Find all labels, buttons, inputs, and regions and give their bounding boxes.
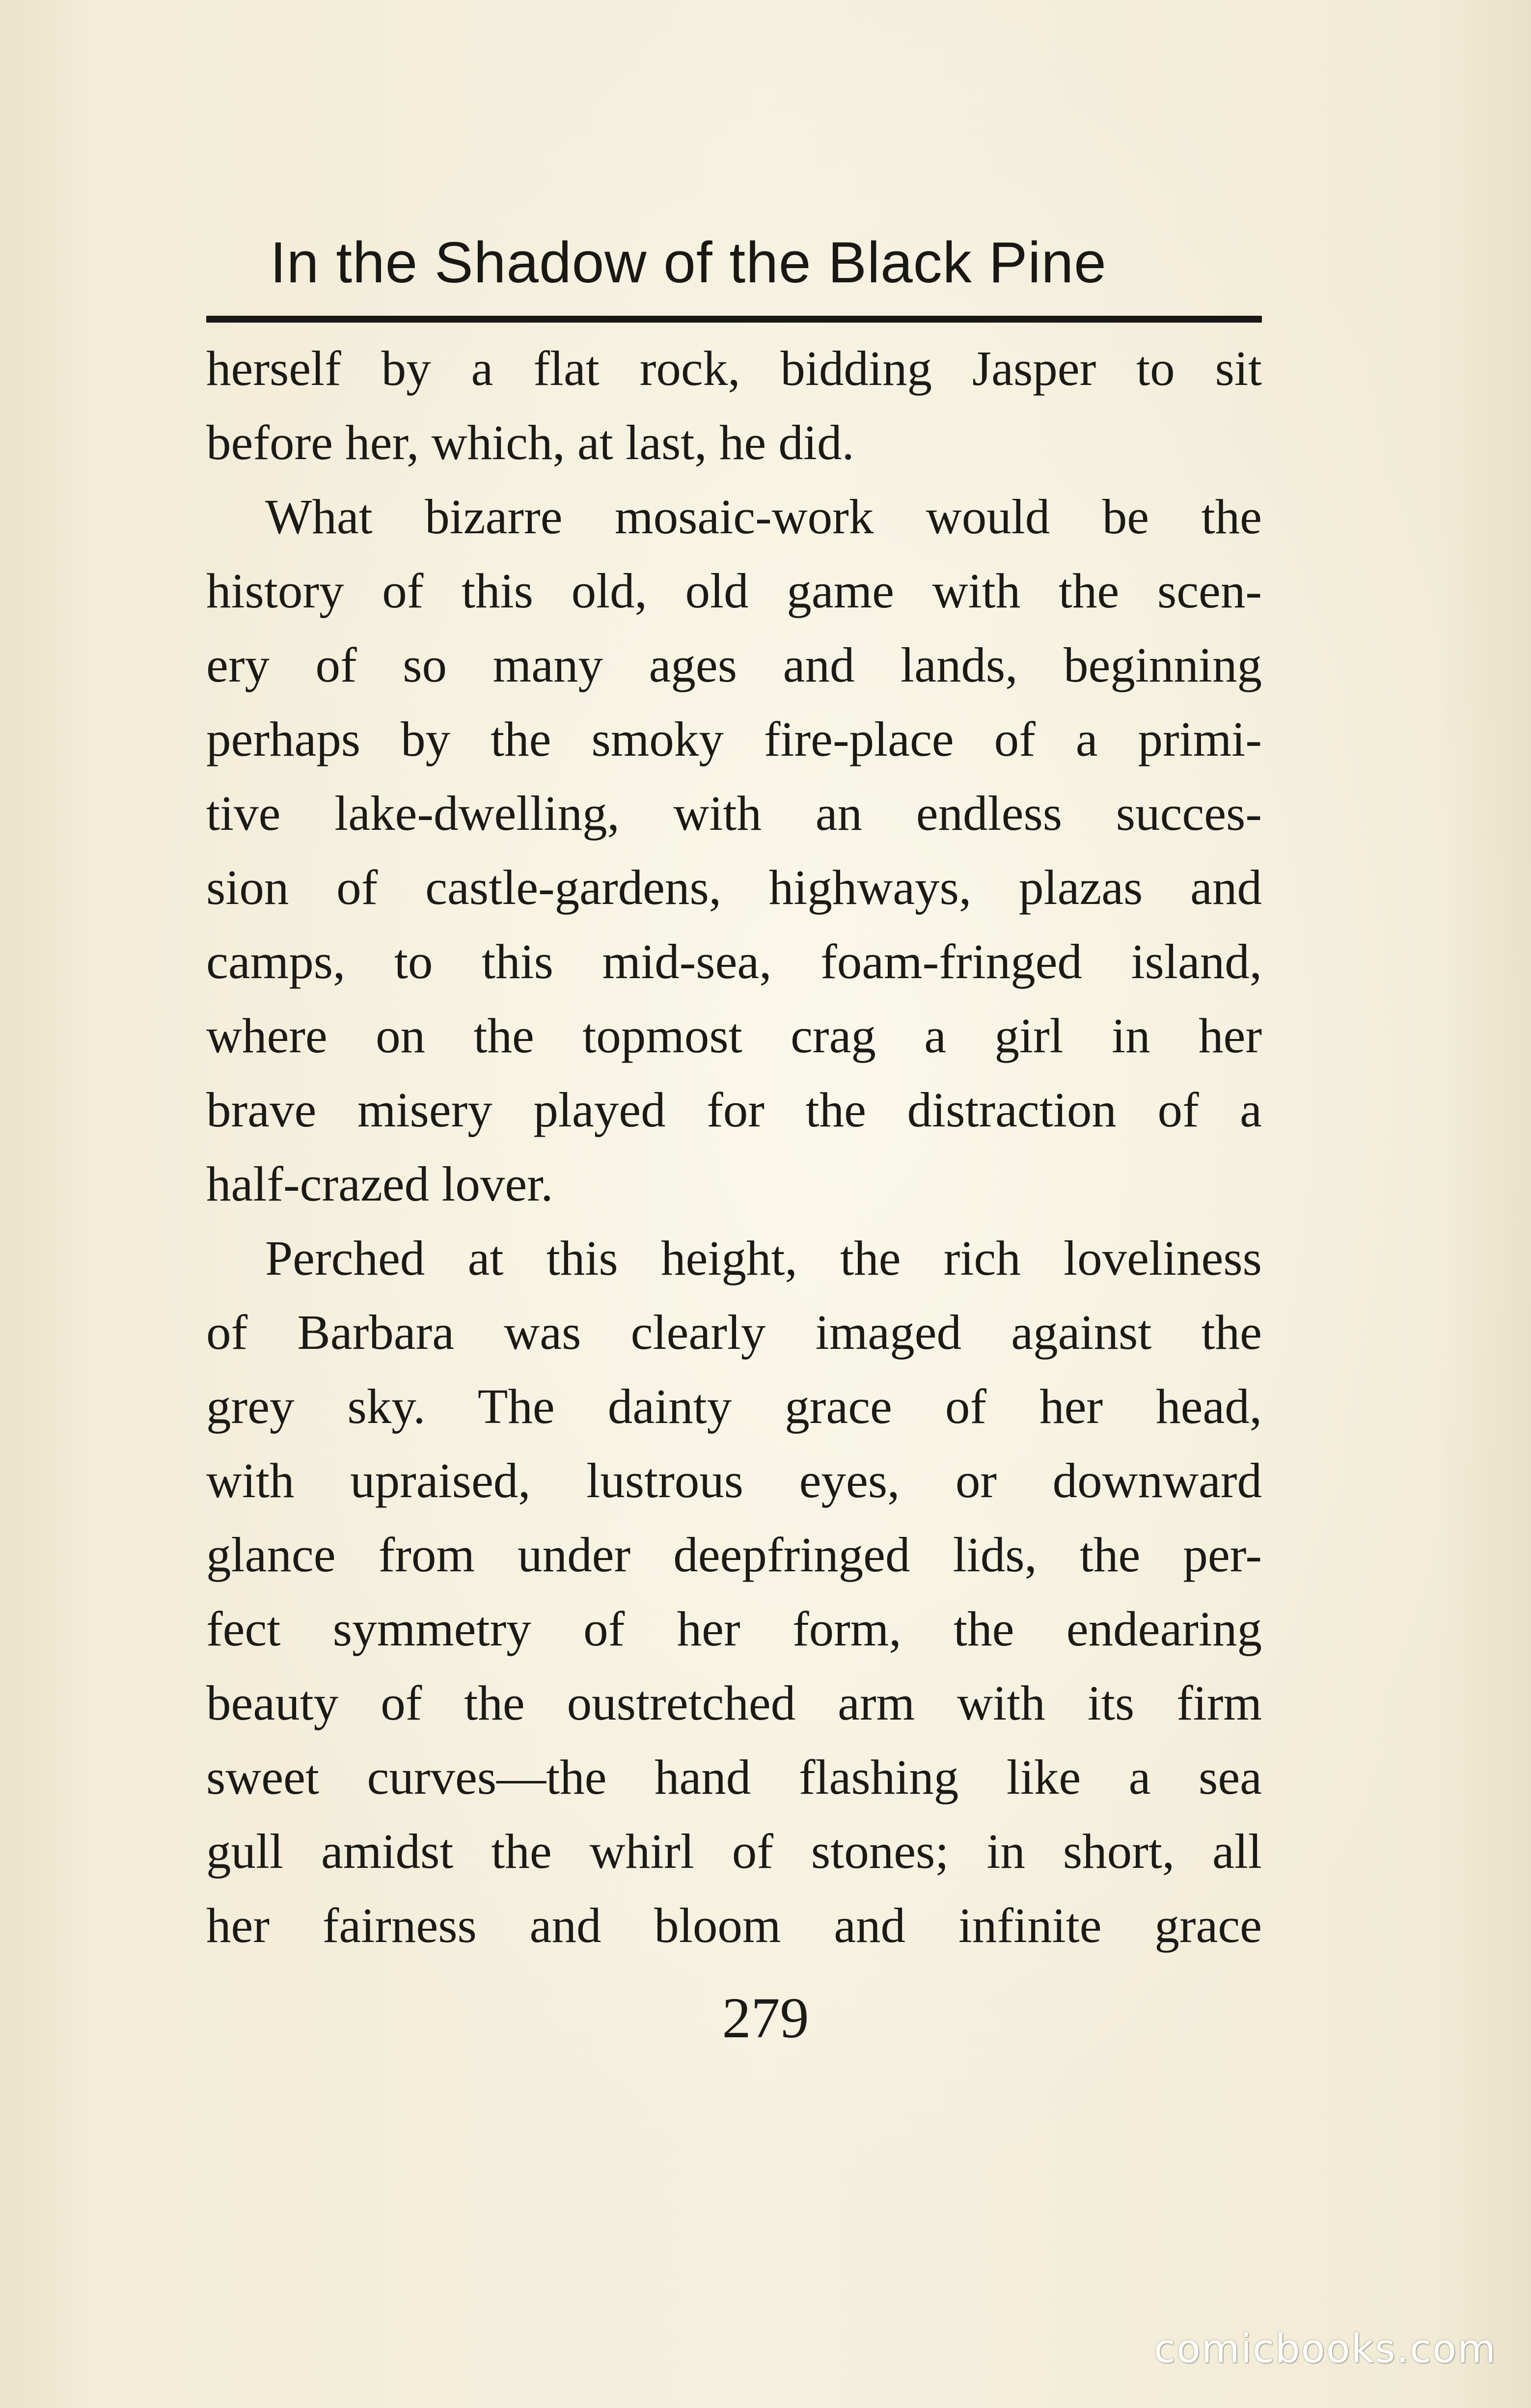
- text-line: her fairness and bloom and infinite grace: [206, 1898, 1262, 1953]
- running-header: [206, 223, 1262, 312]
- text-line: half-crazed lover.: [206, 1156, 553, 1211]
- text-line: ery of so many ages and lands, beginning: [206, 637, 1262, 692]
- text-line: sweet curves—the hand flashing like a sea: [206, 1750, 1262, 1805]
- text-line: glance from under deepfringed lids, the per-: [206, 1527, 1262, 1582]
- text-line: before her, which, at last, he did.: [206, 415, 854, 470]
- text-line: with upraised, lustrous eyes, or downward: [206, 1453, 1262, 1508]
- text-line: fect symmetry of her form, the endearing: [206, 1601, 1262, 1656]
- text-line: of Barbara was clearly imaged against the: [206, 1305, 1262, 1360]
- text-line: perhaps by the smoky fire-place of a primi-: [206, 711, 1262, 766]
- text-line: What bizarre mosaic-work would be the: [265, 489, 1262, 544]
- header-rule: [206, 316, 1262, 323]
- text-line: camps, to this mid-sea, foam-fringed island,: [206, 934, 1262, 989]
- text-line: beauty of the oustretched arm with its firm: [206, 1675, 1262, 1730]
- watermark-text: comicbooks.com: [1153, 2326, 1497, 2372]
- running-header-title: In the Shadow of the Black Pine: [270, 230, 1107, 295]
- text-line: sion of castle-gardens, highways, plazas and: [206, 860, 1262, 915]
- text-line: where on the topmost crag a girl in her: [206, 1008, 1262, 1063]
- text-line: Perched at this height, the rich loveliness: [265, 1231, 1262, 1286]
- page-number: 279: [722, 1986, 809, 2050]
- text-line: gull amidst the whirl of stones; in short, all: [206, 1824, 1262, 1879]
- text-line: brave misery played for the distraction of a: [206, 1082, 1262, 1137]
- text-line: grey sky. The dainty grace of her head,: [206, 1379, 1262, 1434]
- text-line: tive lake-dwelling, with an endless succes-: [206, 786, 1262, 841]
- text-line: history of this old, old game with the scen-: [206, 563, 1262, 618]
- body-text: [206, 331, 1262, 1963]
- text-line: herself by a flat rock, bidding Jasper to sit: [206, 341, 1262, 396]
